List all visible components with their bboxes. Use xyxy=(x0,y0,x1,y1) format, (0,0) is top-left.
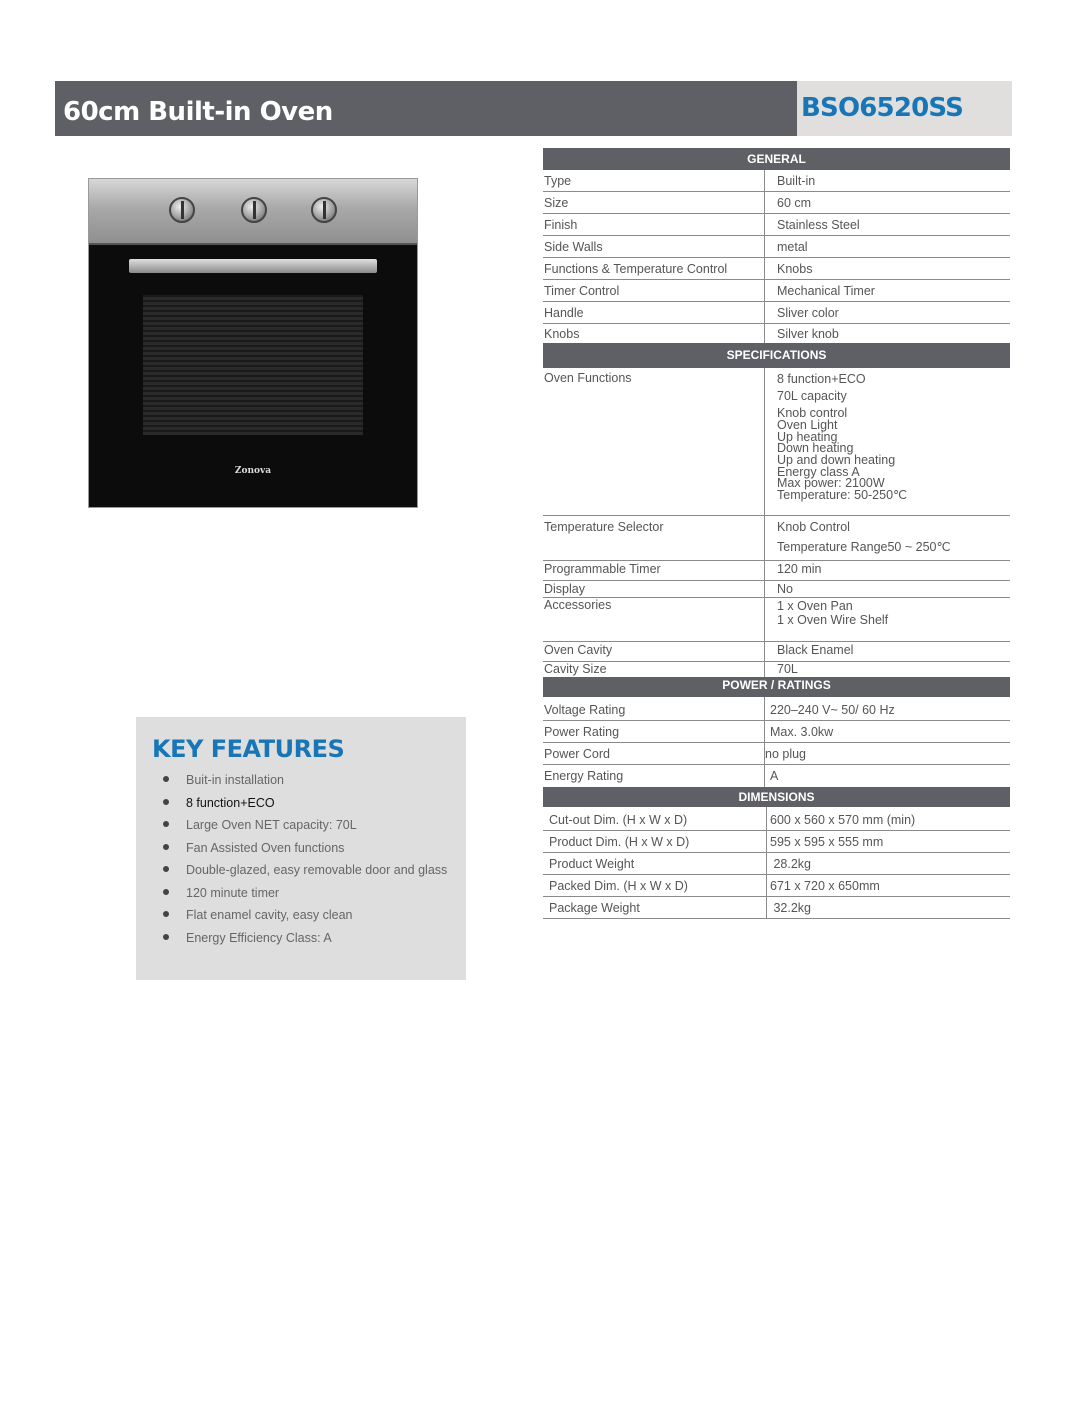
bullet-icon xyxy=(163,889,169,895)
key-features-panel xyxy=(136,717,466,980)
section-heading-power: POWER / RATINGS xyxy=(543,677,1010,697)
table-row: Accessories 1 x Oven Pan 1 x Oven Wire Shelf xyxy=(543,598,1010,642)
key-features-list xyxy=(136,769,466,949)
bullet-icon xyxy=(163,866,169,872)
table-row: Voltage Rating 220–240 V~ 50/ 60 Hz xyxy=(543,697,1010,721)
model-box xyxy=(797,81,1012,136)
knob-icon xyxy=(311,197,337,223)
table-row: Display No xyxy=(543,581,1010,598)
list-item: 8 function+ECO xyxy=(136,792,466,815)
table-row: Power Cord no plug xyxy=(543,743,1010,765)
table-row: Packed Dim. (H x W x D) 671 x 720 x 650mm xyxy=(543,875,1010,897)
bullet-icon xyxy=(163,799,169,805)
list-item: Large Oven NET capacity: 70L xyxy=(136,814,466,837)
bullet-icon xyxy=(163,911,169,917)
table-row: Oven Cavity Black Enamel xyxy=(543,642,1010,662)
list-item: Fan Assisted Oven functions xyxy=(136,837,466,860)
section-heading-specifications: SPECIFICATIONS xyxy=(543,343,1010,368)
table-row: Cavity Size 70L xyxy=(544,662,798,676)
table-row: Temperature Selector Knob Control Temperature Range50 ~ 250℃ xyxy=(543,516,1010,561)
page-title: 60cm Built-in Oven xyxy=(63,97,333,127)
bullet-icon xyxy=(163,844,169,850)
table-row: Knobs Silver knob xyxy=(543,324,1010,343)
oven-handle xyxy=(129,259,377,273)
bullet-icon xyxy=(163,776,169,782)
table-row: Oven Functions 8 function+ECO 70L capacity Knob control Oven Light Up heating Down heating Up and down heating Energy class A Max power: 2100W Temperature: 50-250℃ xyxy=(543,368,1010,516)
table-row: Cut-out Dim. (H x W x D) 600 x 560 x 570 mm (min) xyxy=(543,807,1010,831)
oven-product-image xyxy=(88,178,418,508)
knob-icon xyxy=(169,197,195,223)
list-item: Flat enamel cavity, easy clean xyxy=(136,904,466,927)
spec-table xyxy=(543,148,1010,919)
table-row: Size 60 cm xyxy=(543,192,1010,214)
oven-brand-logo: Zonova xyxy=(234,466,272,476)
table-row: Side Walls metal xyxy=(543,236,1010,258)
table-row: Package Weight 32.2kg xyxy=(543,897,1010,919)
bullet-icon xyxy=(163,934,169,940)
oven-functions-list: 8 function+ECO 70L capacity Knob control Oven Light Up heating Down heating Up and down heating Energy class A Max power: 2100W Temperature: 50-250℃ xyxy=(777,372,908,502)
table-row: Type Built-in xyxy=(543,170,1010,192)
list-item: Double-glazed, easy removable door and glass xyxy=(136,859,466,882)
table-row: Product Weight 28.2kg xyxy=(543,853,1010,875)
list-item: Buit-in installation xyxy=(136,769,466,792)
header-bar xyxy=(55,81,797,136)
list-item: 120 minute timer xyxy=(136,882,466,905)
table-row: Product Dim. (H x W x D) 595 x 595 x 555 mm xyxy=(543,831,1010,853)
oven-control-panel xyxy=(89,179,417,245)
model-number: BSO6520SS xyxy=(801,93,964,123)
table-row: Timer Control Mechanical Timer xyxy=(543,280,1010,302)
table-row: Energy Rating A xyxy=(543,765,1010,787)
list-item: Energy Efficiency Class: A xyxy=(136,927,466,950)
oven-window xyxy=(143,295,363,435)
section-heading-dimensions: DIMENSIONS xyxy=(543,787,1010,807)
table-row: Handle Sliver color xyxy=(543,302,1010,324)
bullet-icon xyxy=(163,821,169,827)
section-heading-general: GENERAL xyxy=(543,148,1010,170)
table-row: Power Rating Max. 3.0kw xyxy=(543,721,1010,743)
knob-icon xyxy=(241,197,267,223)
table-row: Functions & Temperature Control Knobs xyxy=(543,258,1010,280)
key-features-title: KEY FEATURES xyxy=(152,735,345,763)
table-row: Programmable Timer 120 min xyxy=(543,561,1010,581)
table-row: Finish Stainless Steel xyxy=(543,214,1010,236)
